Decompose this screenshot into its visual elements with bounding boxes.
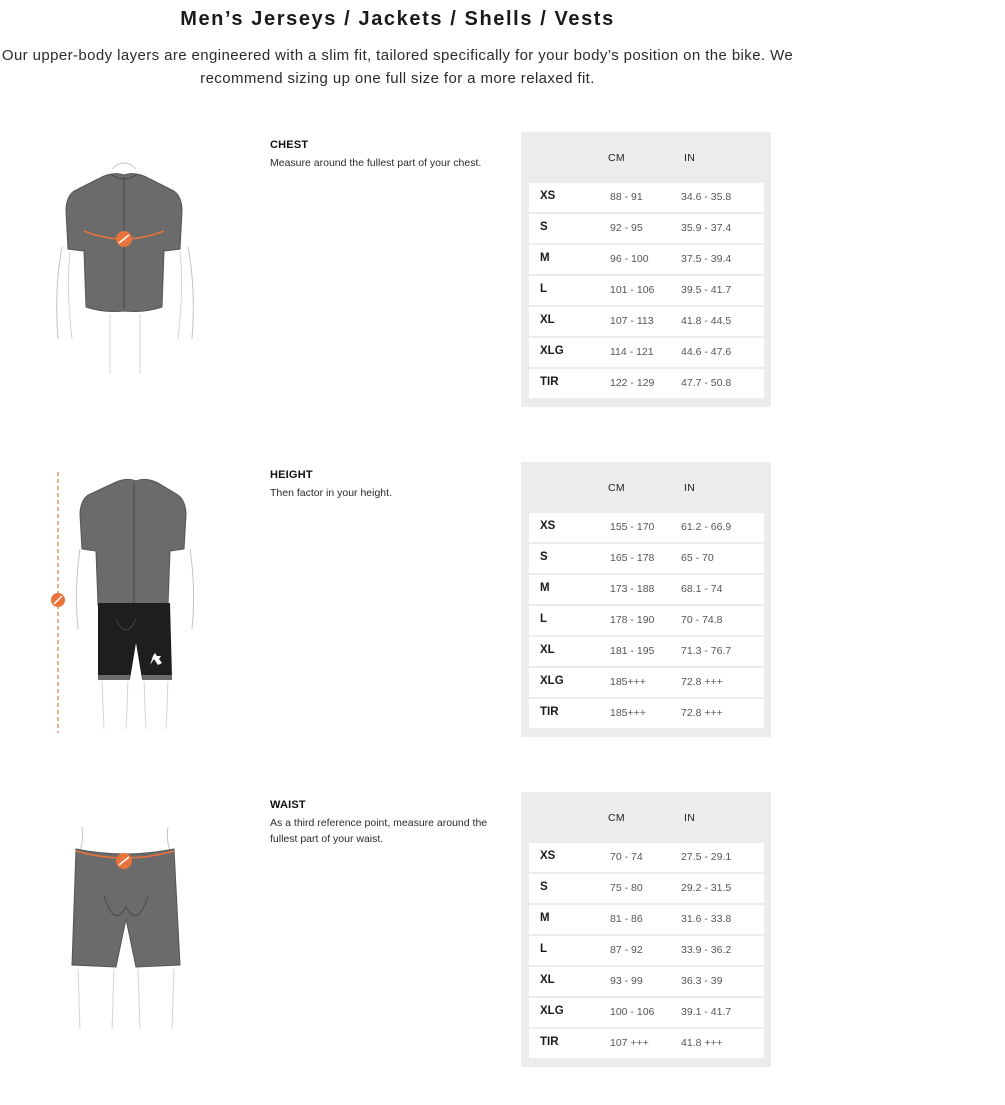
cm-value: 173 - 188	[610, 583, 655, 595]
waist-figure	[40, 799, 210, 1089]
cm-value: 92 - 95	[610, 222, 643, 234]
measuring-tape-icon	[116, 231, 132, 247]
in-value: 44.6 - 47.6	[681, 346, 732, 358]
chest-description: Measure around the fullest part of your chest.	[270, 157, 482, 169]
height-size-table	[521, 462, 771, 737]
size-label: L	[540, 283, 548, 295]
size-label: M	[540, 252, 550, 264]
table-row	[529, 1029, 764, 1058]
cm-value: 185+++	[610, 707, 646, 719]
size-label: TIR	[540, 1036, 559, 1048]
in-value: 72.8 +++	[681, 676, 723, 688]
in-value: 35.9 - 37.4	[681, 222, 732, 234]
column-header-cm: CM	[608, 812, 625, 824]
column-header-in: IN	[684, 482, 696, 494]
jersey-torso-illustration	[40, 139, 210, 389]
height-section	[0, 469, 1005, 759]
page-title: Men’s Jerseys / Jackets / Shells / Vests	[180, 8, 615, 30]
in-value: 37.5 - 39.4	[681, 253, 732, 265]
table-row	[529, 874, 764, 903]
table-row	[529, 276, 764, 305]
size-label: XS	[540, 190, 556, 202]
column-header-cm: CM	[608, 152, 625, 164]
shorts-illustration	[40, 799, 210, 1049]
size-label: TIR	[540, 376, 559, 388]
table-row	[529, 668, 764, 697]
table-row	[529, 637, 764, 666]
cm-value: 70 - 74	[610, 851, 643, 863]
size-label: XS	[540, 520, 556, 532]
cm-value: 155 - 170	[610, 521, 655, 533]
in-value: 31.6 - 33.8	[681, 913, 732, 925]
table-row	[529, 214, 764, 243]
table-row	[529, 575, 764, 604]
height-description: Then factor in your height.	[270, 487, 392, 499]
size-label: XLG	[540, 345, 564, 357]
in-value: 27.5 - 29.1	[681, 851, 732, 863]
size-label: XLG	[540, 1005, 564, 1017]
column-header-in: IN	[684, 152, 696, 164]
in-value: 70 - 74.8	[681, 614, 723, 626]
table-row	[529, 369, 764, 398]
table-row	[529, 513, 764, 542]
table-row	[529, 699, 764, 728]
size-label: M	[540, 912, 550, 924]
height-title: HEIGHT	[270, 469, 313, 481]
cm-value: 93 - 99	[610, 975, 643, 987]
table-row	[529, 307, 764, 336]
cm-value: 96 - 100	[610, 253, 649, 265]
page-intro: Our upper-body layers are engineered with a slim fit, tailored specifically for your body’s position on the bike. We recommend sizing up one full size for a more relaxed fit.	[1, 47, 794, 87]
table-header	[521, 132, 771, 183]
waist-description: As a third reference point, measure around the fullest part of your waist.	[270, 817, 488, 845]
cm-value: 181 - 195	[610, 645, 655, 657]
cm-value: 185+++	[610, 676, 646, 688]
full-body-illustration	[40, 469, 210, 739]
table-row	[529, 905, 764, 934]
in-value: 71.3 - 76.7	[681, 645, 732, 657]
in-value: 34.6 - 35.8	[681, 191, 732, 203]
size-label: S	[540, 881, 548, 893]
size-label: TIR	[540, 706, 559, 718]
cm-value: 107 - 113	[610, 315, 654, 327]
chest-figure	[40, 139, 210, 429]
cm-value: 114 - 121	[610, 346, 654, 358]
table-row	[529, 606, 764, 635]
in-value: 33.9 - 36.2	[681, 944, 732, 956]
cm-value: 81 - 86	[610, 913, 643, 925]
size-label: XLG	[540, 675, 564, 687]
table-row	[529, 338, 764, 367]
size-label: XL	[540, 974, 555, 986]
cm-value: 178 - 190	[610, 614, 655, 626]
in-value: 47.7 - 50.8	[681, 377, 732, 389]
cm-value: 87 - 92	[610, 944, 643, 956]
waist-section	[0, 799, 1005, 1089]
in-value: 61.2 - 66.9	[681, 521, 732, 533]
in-value: 68.1 - 74	[681, 583, 723, 595]
in-value: 36.3 - 39	[681, 975, 723, 987]
size-label: L	[540, 943, 548, 955]
table-row	[529, 967, 764, 996]
table-row	[529, 843, 764, 872]
in-value: 29.2 - 31.5	[681, 882, 732, 894]
chest-title: CHEST	[270, 139, 309, 151]
size-label: L	[540, 613, 548, 625]
size-label: M	[540, 582, 550, 594]
in-value: 39.5 - 41.7	[681, 284, 732, 296]
size-label: S	[540, 221, 548, 233]
cm-value: 122 - 129	[610, 377, 655, 389]
table-header	[521, 792, 771, 843]
table-row	[529, 245, 764, 274]
size-label: XL	[540, 314, 555, 326]
table-row	[529, 544, 764, 573]
column-header-cm: CM	[608, 482, 625, 494]
waist-title: WAIST	[270, 799, 306, 811]
cm-value: 75 - 80	[610, 882, 643, 894]
measuring-tape-icon	[51, 593, 65, 607]
table-header	[521, 462, 771, 513]
size-label: XS	[540, 850, 556, 862]
cm-value: 107 +++	[610, 1037, 649, 1049]
in-value: 72.8 +++	[681, 707, 723, 719]
cm-value: 165 - 178	[610, 552, 655, 564]
height-figure	[40, 469, 210, 759]
size-label: S	[540, 551, 548, 563]
cm-value: 101 - 106	[610, 284, 655, 296]
in-value: 65 - 70	[681, 552, 714, 564]
column-header-in: IN	[684, 812, 696, 824]
in-value: 41.8 - 44.5	[681, 315, 732, 327]
waist-size-table	[521, 792, 771, 1067]
cm-value: 88 - 91	[610, 191, 643, 203]
table-row	[529, 183, 764, 212]
chest-size-table	[521, 132, 771, 407]
table-row	[529, 936, 764, 965]
measuring-tape-icon	[116, 853, 132, 869]
size-label: XL	[540, 644, 555, 656]
in-value: 39.1 - 41.7	[681, 1006, 732, 1018]
cm-value: 100 - 106	[610, 1006, 655, 1018]
table-row	[529, 998, 764, 1027]
chest-section	[0, 139, 1005, 429]
in-value: 41.8 +++	[681, 1037, 723, 1049]
